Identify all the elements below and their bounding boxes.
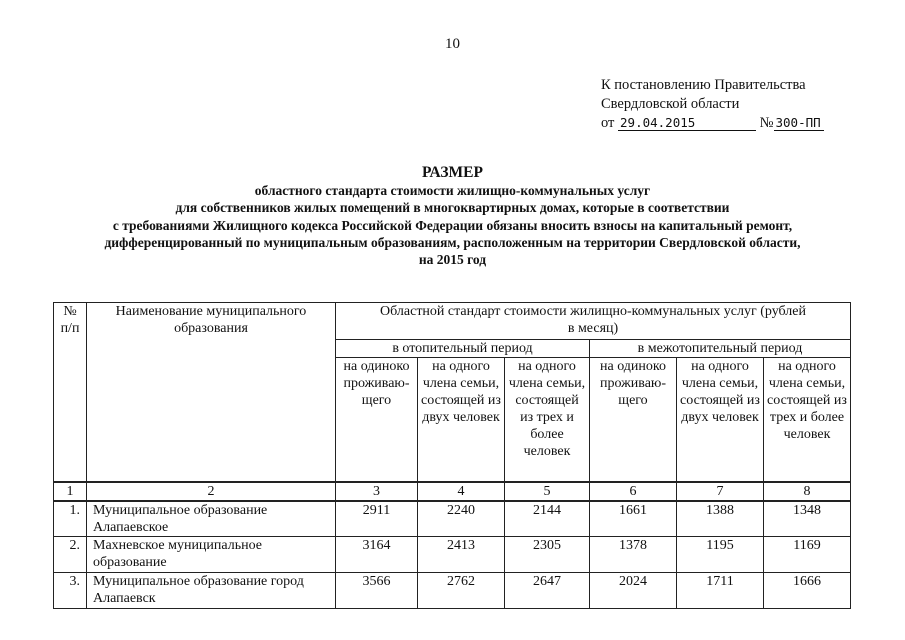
column-number: 6: [590, 482, 677, 501]
heading-line-4: дифференцированный по муниципальным образованиям, расположенным на территории Свердловской области,: [104, 234, 801, 250]
heading-line-2: для собственников жилых помещений в многоквартирных домах, которые в соответствии: [175, 200, 730, 216]
approval-number: 300-ПП: [774, 115, 824, 131]
heading-line-5: на 2015 год: [418, 252, 487, 268]
approval-from-label: от: [601, 115, 615, 131]
document-heading: [0, 163, 905, 268]
row-value: 1195: [677, 537, 764, 573]
row-value: 1169: [764, 537, 851, 573]
table-row: [54, 537, 851, 573]
column-number: 3: [336, 482, 418, 501]
row-number: 2.: [54, 537, 87, 573]
row-value: 1711: [677, 573, 764, 609]
header-name: Наименование муниципального образования: [87, 303, 336, 482]
row-value: 1348: [764, 501, 851, 537]
row-value: 3164: [336, 537, 418, 573]
row-value: 2647: [505, 573, 590, 609]
header-nonheating-three: на одного члена семьи, состоящей из трех и более человек: [764, 358, 851, 482]
column-number: 1: [54, 482, 87, 501]
column-number: 2: [87, 482, 336, 501]
column-number: 5: [505, 482, 590, 501]
approval-line-1: К постановлению Правительства: [601, 77, 806, 93]
row-value: 1666: [764, 573, 851, 609]
row-name: Махневское муниципальное образование: [87, 537, 336, 573]
heading-line-3: с требованиями Жилищного кодекса Российской Федерации обязаны вносить взносы на капитальный ремонт,: [112, 217, 793, 233]
header-heating-two: на одного члена семьи, состоящей из двух человек: [418, 358, 505, 482]
table-row: [54, 501, 851, 537]
header-heating-single: на одиноко проживаю-щего: [336, 358, 418, 482]
row-value: 1378: [590, 537, 677, 573]
row-value: 2305: [505, 537, 590, 573]
row-value: 2144: [505, 501, 590, 537]
row-value: 3566: [336, 573, 418, 609]
approval-line-2: Свердловской области: [601, 96, 740, 112]
row-number: 3.: [54, 573, 87, 609]
approval-date-line: [601, 114, 881, 133]
header-period-heating: в отопительный период: [336, 340, 590, 358]
row-name: Муниципальное образование город Алапаевск: [87, 573, 336, 609]
heading-line-1: областного стандарта стоимости жилищно-коммунальных услуг: [254, 183, 651, 198]
approval-date: 29.04.2015: [618, 115, 756, 131]
page-number: 10: [445, 36, 460, 52]
approval-block: [601, 76, 881, 133]
header-num: № п/п: [54, 303, 87, 482]
row-value: 2240: [418, 501, 505, 537]
column-number: 7: [677, 482, 764, 501]
header-standard: Областной стандарт стоимости жилищно-коммунальных услуг (рублей в месяц): [336, 303, 851, 340]
row-value: 1661: [590, 501, 677, 537]
row-number: 1.: [54, 501, 87, 537]
table-row: [54, 573, 851, 609]
row-value: 2413: [418, 537, 505, 573]
column-number: 8: [764, 482, 851, 501]
approval-number-label: №: [759, 115, 774, 131]
row-name: Муниципальное образование Алапаевское: [87, 501, 336, 537]
document-title: РАЗМЕР: [422, 164, 483, 181]
column-number: 4: [418, 482, 505, 501]
row-value: 1388: [677, 501, 764, 537]
header-period-nonheating: в межотопительный период: [590, 340, 851, 358]
header-nonheating-single: на одиноко проживаю-щего: [590, 358, 677, 482]
header-heating-three: на одного члена семьи, состоящей из трех и более человек: [505, 358, 590, 482]
header-nonheating-two: на одного члена семьи, состоящей из двух человек: [677, 358, 764, 482]
row-value: 2911: [336, 501, 418, 537]
row-value: 2024: [590, 573, 677, 609]
standards-table: [53, 302, 851, 609]
row-value: 2762: [418, 573, 505, 609]
